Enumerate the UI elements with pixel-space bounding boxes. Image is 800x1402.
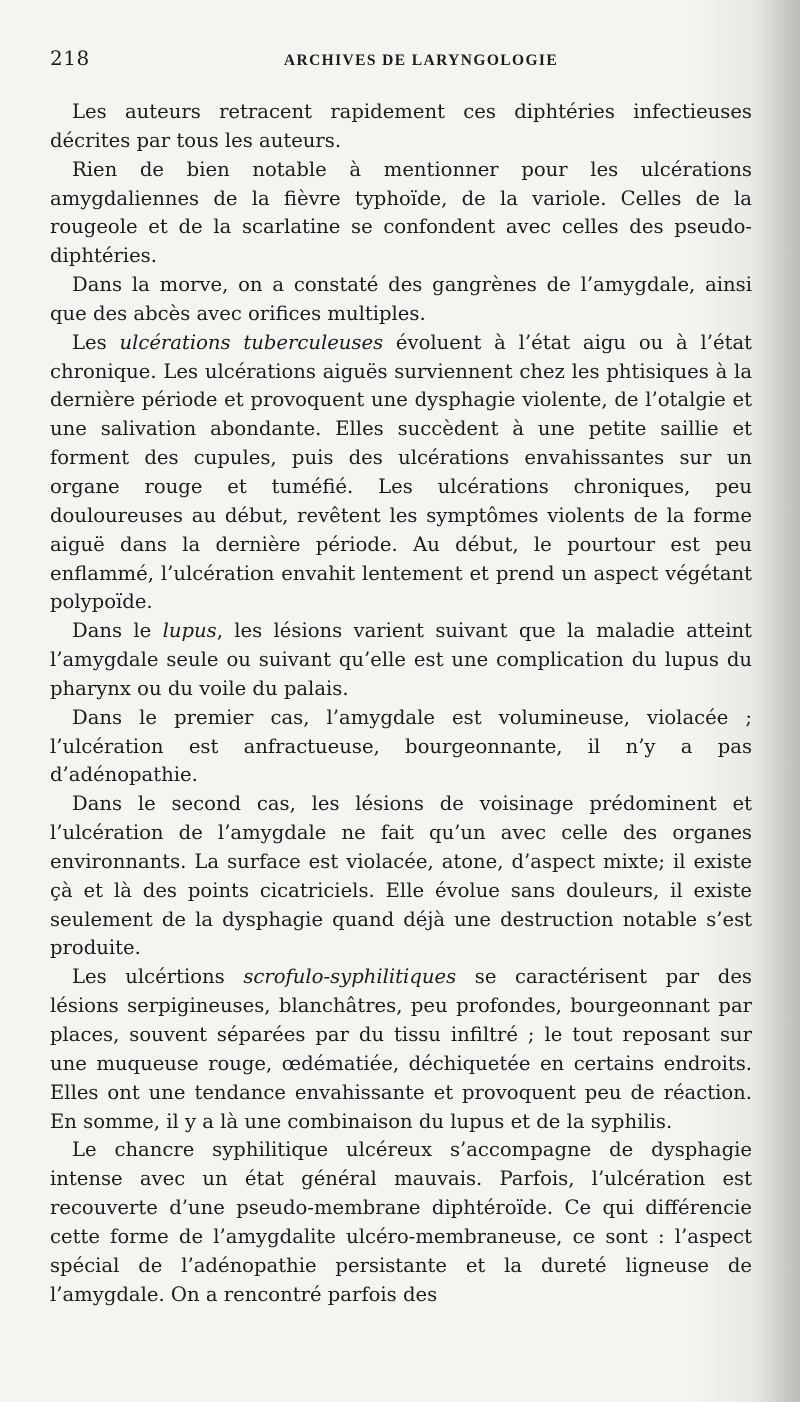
paragraph-4-lead: Les bbox=[72, 330, 120, 354]
paragraph-2: Rien de bien notable à mentionner pour les ulcérations amygdaliennes de la fièvre typhoïde, de la variole. Celles de la rougeole et de la scarlatine se confondent avec celles des pseudo-diphtéries. bbox=[50, 157, 752, 268]
paragraph-4-rest: évoluent à l’état aigu ou à l’état chronique. Les ulcérations aiguës surviennent chez les phtisiques à la dernière période et provoquent une dysphagie violente, de l’otalgie et une salivation abondante. Elles succèdent à une petite saillie et forment des cupules, puis des ulcérations envahissantes sur un organe rouge et tuméfié. Les ulcérations chroniques, peu douloureuses au début, revêtent les symptômes violents de la forme aiguë dans la dernière période. Au début, le pourtour est peu enflammé, l’ulcération envahit lentement et prend un aspect végétant polypoïde. bbox=[50, 330, 753, 614]
emphasis-ulcerations-tuberculeuses: ulcérations tuberculeuses bbox=[119, 330, 384, 354]
paragraph-7: Dans le second cas, les lésions de voisinage prédominent et l’ulcération de l’amygdale ne fait qu’un avec celle des organes environnants. La surface est violacée, atone, d’aspect mixte; il existe çà et là des points cicatriciels. Elle évolue sans douleurs, il existe seulement de la dysphagie quand déjà une destruction notable s’est produite. bbox=[50, 792, 752, 960]
paragraph-8-lead: Les ulcértions bbox=[72, 965, 244, 989]
emphasis-scrofulo-syphilitiques: scrofulo-syphilitiques bbox=[243, 965, 457, 989]
paragraph-8-rest: se caractérisent par des lésions serpigineuses, blanchâtres, peu profondes, bourgeonnant par places, souvent séparées par du tissu infiltré ; le tout reposant sur une muqueuse rouge, œdématiée, déchiquetée en certains endroits. Elles ont une tendance envahissante et provoquent peu de réaction. En somme, il y a là une combinaison du lupus et de la syphilis. bbox=[50, 965, 752, 1133]
paragraph-1: Les auteurs retracent rapidement ces diphtéries infectieuses décrites par tous les auteurs. bbox=[50, 100, 752, 152]
paragraph-5 bbox=[50, 617, 752, 704]
emphasis-lupus: lupus bbox=[162, 619, 217, 643]
paragraph-3: Dans la morve, on a constaté des gangrènes de l’amygdale, ainsi que des abcès avec orifices multiples. bbox=[50, 273, 752, 325]
paragraph-9: Le chancre syphilitique ulcéreux s’accompagne de dysphagie intense avec un état général mauvais. Parfois, l’ulcération est recouverte d’une pseudo-membrane diphtéroïde. Ce qui différencie cette forme de l’amygdalite ulcéro-membraneuse, ce sont : l’aspect spécial de l’adénopathie persistante et la dureté ligneuse de l’amygdale. On a rencontré parfois des bbox=[50, 1138, 752, 1306]
paragraph-4 bbox=[50, 329, 752, 617]
page-header bbox=[50, 46, 752, 90]
paragraph-5-rest: , les lésions varient suivant que la maladie atteint l’amygdale seule ou suivant qu’elle est une complication du lupus du pharynx ou du voile du palais. bbox=[50, 619, 752, 700]
page-number: 218 bbox=[50, 46, 90, 70]
running-title: ARCHIVES DE LARYNGOLOGIE bbox=[283, 52, 559, 69]
paragraph-5-lead: Dans le bbox=[72, 619, 163, 643]
body-text bbox=[50, 98, 752, 1309]
paragraph-6: Dans le premier cas, l’amygdale est volumineuse, violacée ; l’ulcération est anfractueuse, bourgeonnante, il n’y a pas d’adénopathie. bbox=[50, 705, 752, 787]
paragraph-8 bbox=[50, 963, 752, 1136]
